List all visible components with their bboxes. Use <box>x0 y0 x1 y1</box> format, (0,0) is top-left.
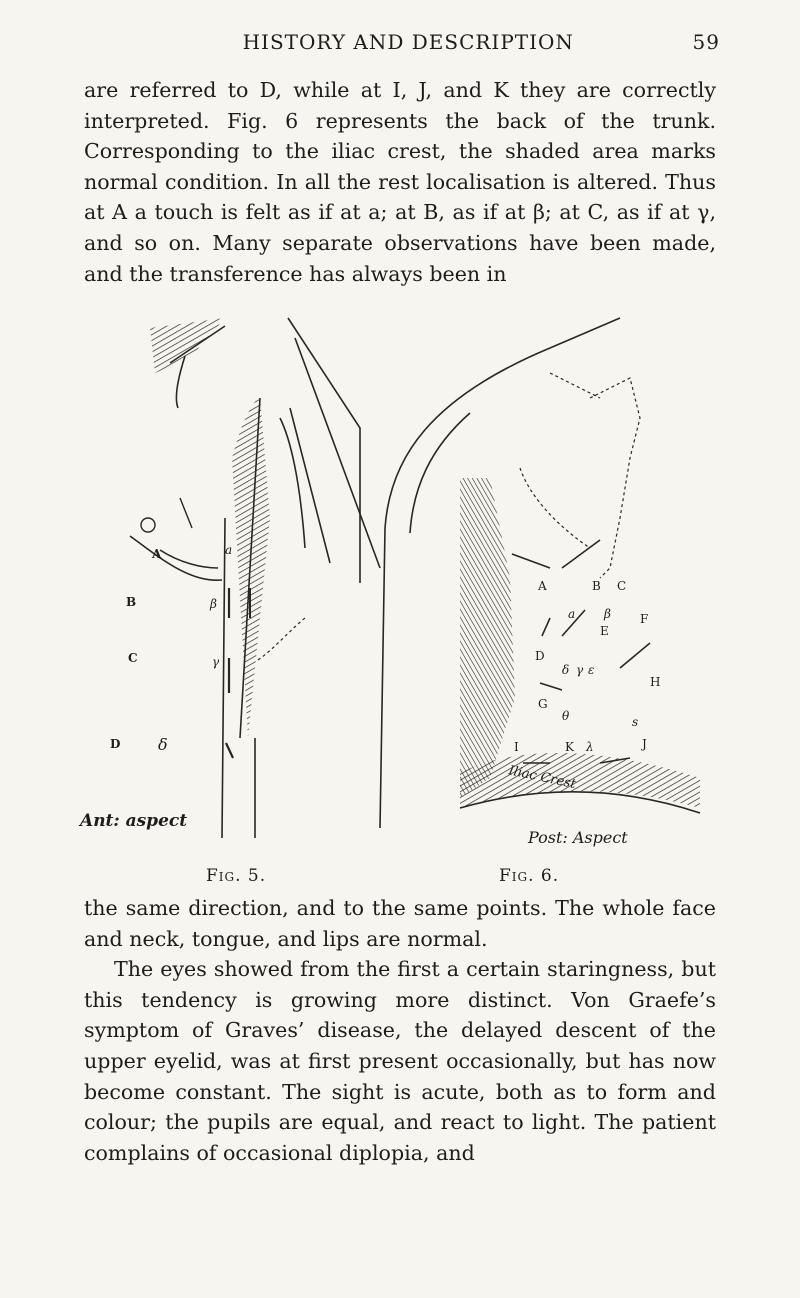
fig5-label-c: γ <box>212 655 220 669</box>
fig5-label-b: β <box>210 597 217 611</box>
fig5-label-A: A <box>152 547 162 561</box>
fig6-label-B: B <box>592 579 601 593</box>
page-number: 59 <box>692 30 720 54</box>
fig5-label-B: B <box>126 595 137 609</box>
fig6-label-I: I <box>514 740 519 754</box>
bottom-paragraph-2: The eyes showed from the first a certain staringness, but this tendency is growing more distinct. Von Graefe’s symptom of Graves’ disease, the delayed descent of the upper eyelid, was at first present occasionally, but has now become constant. The sight is acute, both as to form and colour; the pupils are equal, and react to light. The patient complains of occasional diplopia, and <box>84 957 716 1165</box>
bottom-paragraph-1: the same direction, and to the same points. The whole face and neck, tongue, and lips are normal. <box>84 896 716 951</box>
fig6-label-lambda: λ <box>586 740 594 754</box>
bottom-text <box>84 893 716 1168</box>
figure5-labels <box>78 543 232 831</box>
figure6-labels <box>506 579 660 847</box>
fig6-label-g: γ <box>576 663 584 677</box>
fig6-aspect-label: Post: Aspect <box>528 828 628 847</box>
fig6-label-D: D <box>535 649 545 663</box>
fig5-label-a: a <box>225 543 233 557</box>
fig6-label-a: a <box>568 607 576 621</box>
fig6-label-theta: θ <box>562 709 570 723</box>
fig6-label-e: ε <box>588 663 595 677</box>
fig6-label-C: C <box>617 579 627 593</box>
fig6-label-F: F <box>640 612 649 626</box>
fig6-label-E: E <box>600 624 609 638</box>
fig6-label-b: β <box>604 607 611 621</box>
figure6-drawing <box>380 318 700 828</box>
fig6-crest-label: Iliac Crest <box>507 763 578 793</box>
fig6-label-K: K <box>565 740 574 754</box>
figure5-drawing <box>130 318 380 838</box>
top-paragraph: are referred to D, while at I, J, and K they are correctly interpreted. Fig. 6 represents the back of the trunk. Corresponding to the iliac crest, the shaded area marks normal condition. In all the rest localisation is altered. Thus at A a touch is felt as if at a; at B, as if at β; at C, as if at γ, and so on. Many separate observations have been made, and the transference has always been in <box>84 78 716 286</box>
fig6-label-H: H <box>650 675 661 689</box>
fig5-aspect-label: Ant: aspect <box>80 811 188 831</box>
fig6-label-d: δ <box>562 663 570 677</box>
figures-illustration <box>80 318 661 878</box>
fig6-label-J: J <box>642 737 647 751</box>
fig5-label-d: δ <box>158 735 168 754</box>
running-title: HISTORY AND DESCRIPTION <box>242 30 574 54</box>
fig6-label-G: G <box>538 697 548 711</box>
fig6-label-s: s <box>632 715 639 729</box>
running-header <box>84 30 720 54</box>
fig6-label-A: A <box>538 579 547 593</box>
figure6-caption: Fig. 6. <box>499 866 560 886</box>
fig5-label-C: C <box>128 651 138 665</box>
figure-area <box>80 318 661 878</box>
figure5-caption: Fig. 5. <box>206 866 267 886</box>
fig5-label-D: D <box>110 737 121 751</box>
